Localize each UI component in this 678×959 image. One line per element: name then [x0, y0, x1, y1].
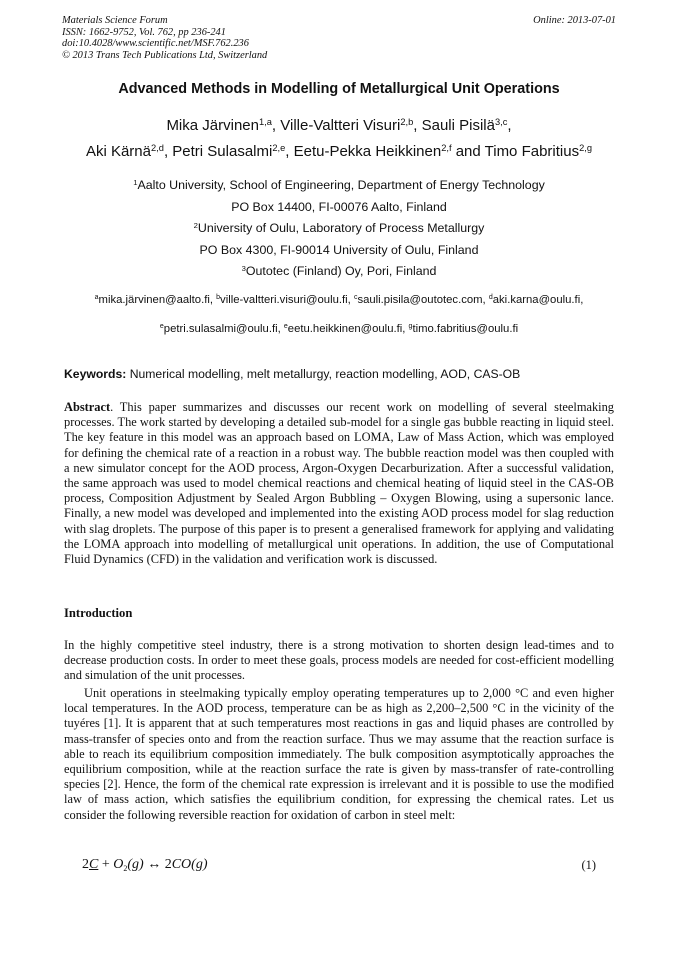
email-link[interactable]: mika.järvinen@aalto.fi,	[98, 294, 217, 306]
author-line-2: Aki Kärnä$^{2,d}$, Petri Sulasalmi$^{2,e}$, Eetu-Pekka Heikkinen$^{2,f}$ and Timo Fabritius$^{2,g}$	[85, 142, 593, 160]
equation-1: $2C + O_2(g)$ ↔ 2CO(g)	[82, 857, 208, 873]
email-link[interactable]: timo.fabritius@oulu.fi	[412, 323, 519, 335]
author-affil: 2,g	[579, 142, 593, 153]
affiliation-1: $^1$Aalto University, School of Engineering, Department of Energy Technology	[133, 177, 545, 192]
affiliation-2-address: PO Box 4300, FI-90014 University of Oulu, Finland	[199, 243, 479, 257]
intro-paragraph-1: In the highly competitive steel industry, there is a strong motivation to shorten design lead-times and to decrease production costs. In order to meet these goals, process models are needed for cost-efficient modelling and simulation of the unit processes.	[64, 638, 614, 683]
author-name: Aki Kärnä	[85, 143, 151, 160]
email-link[interactable]: petri.sulasalmi@oulu.fi,	[163, 323, 284, 335]
author-affil: 2,f	[441, 142, 452, 153]
doi-line: doi:10.4028/www.scientific.net/MSF.762.236	[62, 38, 249, 50]
author-name: Petri Sulasalmi	[172, 143, 273, 160]
journal-header	[62, 15, 267, 61]
email-link[interactable]: sauli.pisila@outotec.com,	[357, 294, 489, 306]
journal-name: Materials Science Forum	[62, 15, 168, 26]
email-link[interactable]: eetu.heikkinen@oulu.fi,	[287, 323, 409, 335]
author-name: Eetu-Pekka Heikkinen	[293, 143, 442, 160]
equation-number: (1)	[581, 858, 596, 872]
intro-paragraph-2: Unit operations in steelmaking typically employ operating temperatures up to 2,000 °C and even higher local temperatures. In the AOD process, temperature can be as high as 2,200–2,500 °C in the vicinity of the tuyéres [1]. It is apparent that at such temperatures most reactions in gas and liquid phases are controlled by mass-transfer of species onto and from the reaction surface. Thus we may assume that the reaction surface is able to reach its equilibrium composition immediately. The bulk composition asymptotically approaches the equilibrium composition, while at the reaction surface the rate is given by mass-transfer of rate-controlling species [2]. Hence, the form of the chemical rate expression is irrelevant and it is possible to use the modified law of mass action, which satisfies the equilibrium condition, for expressing the chemical rates. Let us consider the following reversible reaction for oxidation of carbon in steel melt:	[64, 686, 614, 822]
affiliation-3: $^3$Outotec (Finland) Oy, Pori, Finland	[241, 263, 437, 278]
affiliation-2: $^2$University of Oulu, Laboratory of Process Metallurgy	[193, 220, 485, 235]
section-heading-introduction: Introduction	[64, 606, 133, 620]
author-name: Timo Fabritius	[484, 143, 580, 160]
online-date: Online: 2013-07-01	[533, 15, 616, 26]
abstract-label: Abstract	[64, 400, 111, 414]
author-name: Sauli Pisilä	[421, 117, 495, 134]
paper-title: Advanced Methods in Modelling of Metallurgical Unit Operations	[118, 81, 560, 97]
email-line-1: $^a$mika.järvinen@aalto.fi, $^b$ville-valtteri.visuri@oulu.fi, $^c$sauli.pisila@outotec.com, $^d$aki.karna@oulu.fi,	[94, 294, 584, 306]
abstract	[64, 400, 614, 567]
email-line-2: $^e$petri.sulasalmi@oulu.fi, $^e$eetu.heikkinen@oulu.fi, $^g$timo.fabritius@oulu.fi	[159, 323, 519, 335]
author-affil: 2,e	[272, 142, 286, 153]
email-link[interactable]: aki.karna@oulu.fi,	[492, 294, 584, 306]
author-name: Ville-Valtteri Visuri	[280, 117, 401, 134]
author-line-1: Mika Järvinen$^{1,a}$, Ville-Valtteri Visuri$^{2,b}$, Sauli Pisilä$^{3,c}$,	[166, 116, 512, 134]
keywords-label: Keywords:	[64, 367, 127, 381]
abstract-text: . This paper summarizes and discusses our recent work on modelling of several steelmaking processes. The work started by developing a detailed sub-model for a single gas bubble reacting in liquid steel. The key feature in this model was an approach based on LOMA, Law of Mass Action, which was employed for defining the chemical rate of a reaction in a robust way. The bubble reaction model was then coupled with a new simulator concept for the AOD process, Argon-Oxygen Decarburization. After a successful validation, the same approach was used to model chemical reactions and chemical heating of liquid steel in the CAS-OB process, Composition Adjustment by Sealed Argon Bubbling – Oxygen Blowing, using a supersonic lance. Finally, a new model was developed and implemented into the existing AOD process model for slag reduction with slag droplets. The purpose of this paper is to present a generalised framework for applying and validating the LOMA approach into modelling of metallurgical unit operations. In addition, the use of Computational Fluid Dynamics (CFD) in the validation and verification work is discussed.	[64, 400, 614, 567]
author-affil: 1,a	[258, 116, 272, 127]
copyright-line: © 2013 Trans Tech Publications Ltd, Switzerland	[62, 49, 268, 61]
author-name: Mika Järvinen	[166, 117, 259, 134]
affiliation-1-address: PO Box 14400, FI-00076 Aalto, Finland	[231, 200, 447, 214]
author-affil: 2,b	[400, 116, 414, 127]
issn-line: ISSN: 1662-9752, Vol. 762, pp 236-241	[62, 26, 226, 38]
author-affil: 3,c	[494, 116, 508, 127]
keywords-text: Numerical modelling, melt metallurgy, reaction modelling, AOD, CAS-OB	[126, 367, 521, 381]
email-link[interactable]: ville-valtteri.visuri@oulu.fi,	[220, 294, 354, 306]
author-affil: 2,d	[151, 142, 164, 153]
keywords	[64, 367, 614, 382]
